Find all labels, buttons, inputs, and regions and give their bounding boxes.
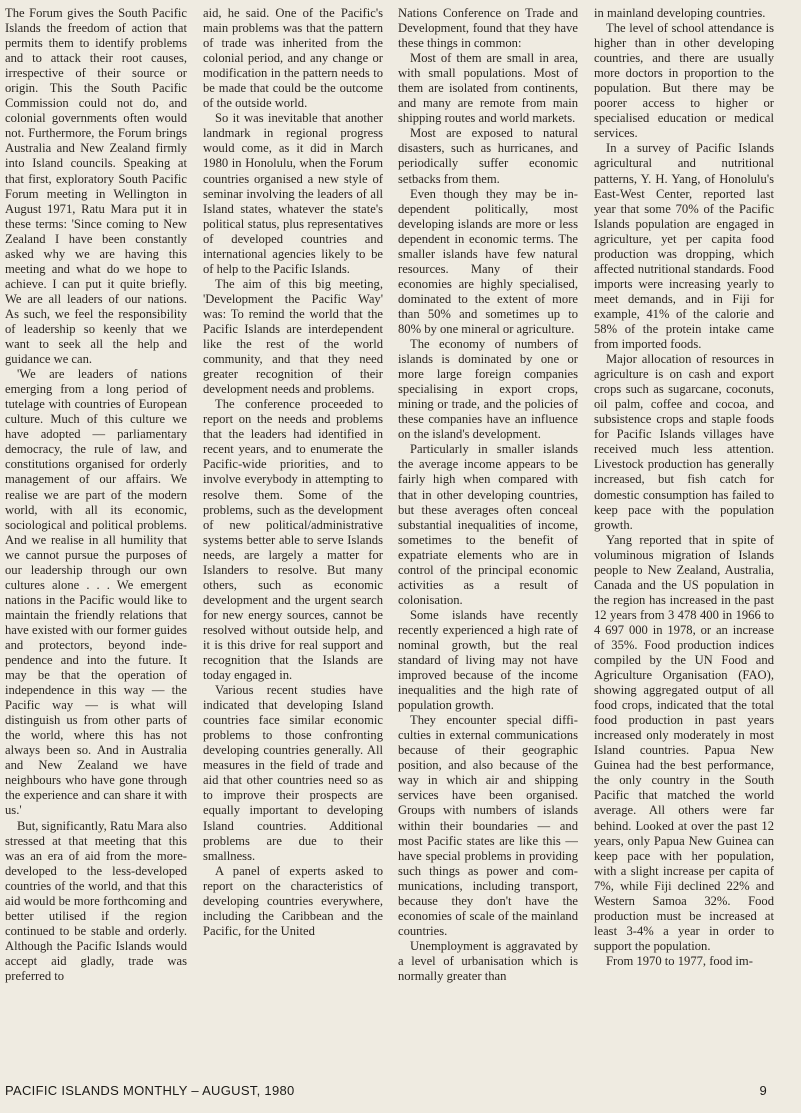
paragraph: in mainland developing countries. xyxy=(594,6,766,20)
paragraph: The aim of this big meeting, 'Development the Pacific Way' was: To remind the world that the Pacific Islands are interdependent like the rest of the world community, and that they need greater recognition of their development needs and problems. xyxy=(203,276,383,397)
text-column-3 xyxy=(398,6,578,1056)
paragraph: Yang reported that in spite of voluminous migration of Islands people to New Zealand, Australia, Canada and the US population in the region has increased in the past 12 years from 3 478 400 in 1966 to 4 697 000 in 1978, or an increase of 35%. Food production indices compiled by the UN Food and Agriculture Organisation (FAO), showing aggregated output of all food crops, indicated that the total food production in past years increased only moderately in most Island countries. Papua New Guinea had the best performance, the only country in the South Pacific that matched the world average. All others were far behind. Looked at over the past 12 years, only Papua New Guinea can keep pace with her population, with a slight increase per capita of 7%, while Fiji declined 22% and Western Samoa 32%. Food production must be increased at least 3-4% a year in order to support the population. xyxy=(594,532,774,953)
page-footer xyxy=(5,1083,775,1103)
paragraph: Various recent studies have indicated that developing Island countries face similar economic problems to those confronting developing countries generally. All measures in the field of trade and aid that other countries need so as to improve their prospects are equally important to developing Island countries. Additional problems are due to their smallness. xyxy=(203,683,383,863)
publication-line: PACIFIC ISLANDS MONTHLY – AUGUST, 1980 xyxy=(5,1083,295,1098)
paragraph: aid, he said. One of the Pacific's main problems was that the pattern of trade was inherited from the colonial period, and any change or modification in the pattern needs to be made that could be the outcome of the outside world. xyxy=(203,6,383,111)
text-column-1 xyxy=(5,6,187,1056)
paragraph: 'We are leaders of nations emerging from a long period of tutelage with countries of European culture. Much of this culture we have adopted — parliamentary democracy, the rule of law, and constitutions organised for orderly management of our affairs. We realise we are part of the modern world, with all its economic, sociological and political problems. And we realise in all humility that we cannot pursue the purposes of our leadership through our own cultures alone . . . We emergent nations in the Pacific would like to maintain the friendly relations that have existed with our former guides and protectors, beyond independence and into the future. It may be that the operation of independence in this way — the Pacific way — is what will distinguish us from other parts of the world, where this has not always been so. And in Australia and New Zealand we have neighbours who have gone through the experience and can share it with us.' xyxy=(5,367,187,818)
paragraph: Even though they may be independent politically, most developing islands are more or less dependent in economic terms. The smaller islands have few natural resources. Many of their economies are highly specialised, dominated to the extent of more than 50% and sometimes up to 80% by one mineral or agriculture. xyxy=(398,186,578,336)
paragraph: The Forum gives the South Pacific Islands the freedom of action that permits them to identify problems and to attack their root causes, irrespective of their source or origin. This the South Pacific Commission could not do, and colonial governments often would not. Furthermore, the Forum brings Australia and New Zealand firmly into Island councils. Speaking at that first, exploratory South Pacific Forum meeting in Wellington in August 1971, Ratu Mara put it in these terms: 'Since coming to New Zealand I have been constantly asked why we are having this meeting and what do we hope to achieve. I can put it quite briefly. We are all leaders of our nations. As such, we feel the responsibility of leadership so keenly that we want to seek all the help and guidance we can. xyxy=(5,6,187,367)
paragraph: Particularly in smaller islands the average income appears to be fairly high when compared with that in other developing countries, but these averages often conceal substantial inequalities of income, sometimes to the benefit of expatriate elements who are in control of the principal economic activities as a result of colonisation. xyxy=(398,442,578,607)
paragraph: The economy of numbers of islands is dominated by one or more large foreign companies specialising in export crops, mining or trade, and the policies of these companies have an influence on the island's development. xyxy=(398,337,578,442)
page-number: 9 xyxy=(759,1083,767,1098)
paragraph: Unemployment is aggravated by a level of urbanisation which is normally greater than xyxy=(398,938,578,983)
paragraph: A panel of experts asked to report on the characteristics of developing countries everywhere, including the Caribbean and the Pacific, for the United xyxy=(203,863,383,938)
text-column-2 xyxy=(203,6,383,1056)
text-column-4 xyxy=(594,6,774,1056)
paragraph: The level of school attendance is higher than in other developing countries, and there are usually more doctors in proportion to the population. But there may be poorer access to higher or specialised education or medical services. xyxy=(594,21,774,141)
paragraph: Some islands have recently recently experienced a high rate of nominal growth, but the real standard of living may not have improved because of the income inequalities and the high rate of population growth. xyxy=(398,607,578,713)
paragraph: Most of them are small in area, with small populations. Most of them are isolated from continents, and many are remote from main shipping routes and world markets. xyxy=(398,51,578,126)
paragraph: So it was inevitable that another landmark in regional progress would come, as it did in March 1980 in Honolulu, when the Forum countries organised a new style of seminar involving the leaders of all Island states, whatever the state's political status, plus representatives of developed countries and international agencies likely to be of help to the Pacific Islands. xyxy=(203,111,383,276)
paragraph: In a survey of Pacific Islands agricultural and nutritional patterns, Y. H. Yang, of Honolulu's East-West Center, reported last year that some 70% of the Pacific Islands population are engaged in agriculture, yet per capita food production was dropping, which affected nutritional standards. Food imports were increasing yearly to meet demands, and in Fiji for example, 41% of the calorie and 58% of the protein intake came from imported foods. xyxy=(594,141,774,352)
paragraph: Major allocation of resources in agriculture is on cash and export crops such as sugarcane, coconuts, oil palm, coffee and cocoa, and subsistence crops and staple foods for Pacific Islands villages have received much less attention. Livestock production has generally increased, but fish catch for domestic consumption has failed to keep pace with the population growth. xyxy=(594,352,774,532)
paragraph: They encounter special difficulties in external communications because of their geographic position, and also because of the way in which air and shipping services have been organised. Groups with numbers of islands within their boundaries — and most Pacific states are like this — have special problems in providing such things as power and communications, including transport, because they don't have the economies of scale of the mainland countries. xyxy=(398,713,578,938)
paragraph: From 1970 to 1977, food im- xyxy=(606,953,753,968)
paragraph: Most are exposed to natural disasters, such as hurricanes, and periodically suffer economic setbacks from them. xyxy=(398,126,578,186)
paragraph: The conference proceeded to report on the needs and problems that the leaders had identified in recent years, and to enumerate the Pacific-wide priorities, and to involve everybody in attempting to resolve them. Some of the problems, such as the development of new political/administrative systems better able to serve Islands needs, are largely a matter for Islanders to resolve. But many others, such as economic development and the urgent search for new energy sources, cannot be resolved without outside help, and it is this drive for real support and recognition that the Islands are today engaged in. xyxy=(203,397,383,683)
paragraph: But, significantly, Ratu Mara also stressed at that meeting that this was an era of aid from the more-developed to the less-developed countries of the world, and that this aid would be more forthcoming and better utilised if the region continued to be stable and orderly. Although the Pacific Islands would accept aid gladly, trade was preferred to xyxy=(5,818,187,983)
paragraph: Nations Conference on Trade and Development, found that they have these things in common: xyxy=(398,6,578,51)
